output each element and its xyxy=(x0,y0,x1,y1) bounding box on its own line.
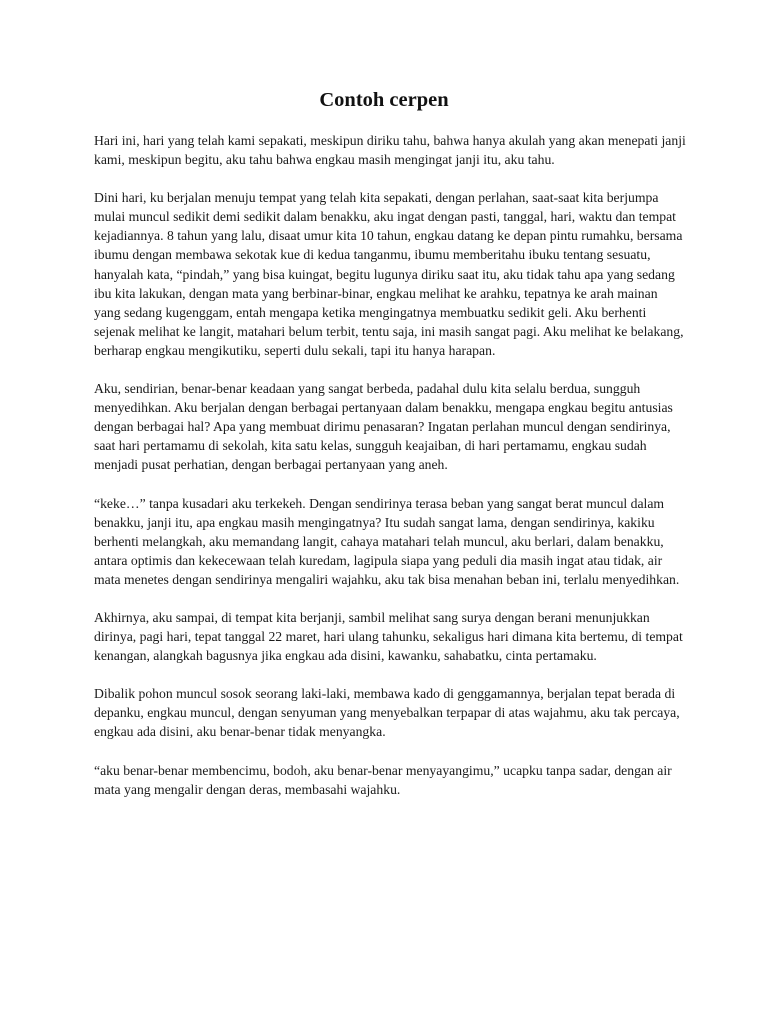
paragraph-5: Akhirnya, aku sampai, di tempat kita berjanji, sambil melihat sang surya dengan berani menunjukkan dirinya, pagi hari, tepat tanggal 22 maret, hari ulang tahunku, sekaligus hari dimana kita bertemu, di tempat kenangan, alangkah bagusnya jika engkau ada disini, kawanku, sahabatku, cinta pertamaku. xyxy=(94,609,683,664)
paragraph-6: Dibalik pohon muncul sosok seorang laki-laki, membawa kado di genggamannya, berjalan tepat berada di depanku, engkau muncul, dengan senyuman yang menyebalkan terpapar di atas wajahmu, aku tak percaya, engkau ada disini, aku benar-benar tidak menyangka. xyxy=(94,686,680,740)
page-title: Contoh cerpen xyxy=(319,89,449,111)
paragraph-4: “keke…” tanpa kusadari aku terkekeh. Dengan sendirinya terasa beban yang sangat berat muncul dalam benakku, janji itu, apa engkau masih mengingatnya? Itu sudah sangat lama, dengan sendirinya, kakiku berhenti melangkah, aku memandang langit, cahaya matahari telah muncul, aku berlari, dalam benakku, antara optimis dan kekecewaan telah kuredam, lagipula siapa yang peduli dia masih ingat atau tidak, air mata menetes dengan sendirinya mengaliri wajahku, aku tak bisa menahan beban ini, terlalu menyedihkan. xyxy=(94,495,680,587)
story-body xyxy=(94,131,686,818)
paragraph-2: Dini hari, ku berjalan menuju tempat yang telah kita sepakati, dengan perlahan, saat-saat kita berjumpa mulai muncul sedikit demi sedikit dalam benakku, aku ingat dengan pasti, tanggal, hari, waktu dan tempat kejadiannya. 8 tahun yang lalu, disaat umur kita 10 tahun, engkau datang ke depan pintu rumahku, bersama ibumu dengan membawa sekotak kue di kedua tanganmu, ibumu memberitahu ibuku tentang sesuatu, hanyalah kata, “pindah,” yang bisa kuingat, begitu lugunya diriku saat itu, aku tidak tahu apa yang sedang ibu kita lakukan, dengan mata yang berbinar-binar, engkau melihat ke arahku, tepatnya ke arah mainan yang sedang kugenggam, entah mengapa ketika mengingatnya membuatku sedikit geli. Aku berhenti sejenak melihat ke langit, matahari belum terbit, tentu saja, ini masih sangat pagi. Aku melihat ke belakang, berharap engkau mengikutiku, seperti dulu sekali, tapi itu hanya harapan. xyxy=(94,190,684,358)
paragraph-1: Hari ini, hari yang telah kami sepakati, meskipun diriku tahu, bahwa hanya akulah yang akan menepati janji kami, meskipun begitu, aku tahu bahwa engkau masih mengingat janji itu, aku tahu. xyxy=(94,133,686,168)
paragraph-7: “aku benar-benar membencimu, bodoh, aku benar-benar menyayangimu,” ucapku tanpa sadar, dengan air mata yang mengalir dengan deras, membasahi wajahku. xyxy=(94,762,672,797)
paragraph-3: Aku, sendirian, benar-benar keadaan yang sangat berbeda, padahal dulu kita selalu berdua, sungguh menyedihkan. Aku berjalan dengan berbagai pertanyaan dalam benakku, mengapa engkau begitu antusias dengan berbagai hal? Apa yang membuat dirimu penasaran? Ingatan perlahan muncul dengan sendirinya, saat hari pertamamu di sekolah, kita satu kelas, sungguh keajaiban, di hari pertamamu, engkau sudah menjadi pusat perhatian, dengan berbagai pertanyaan yang aneh. xyxy=(94,381,673,473)
